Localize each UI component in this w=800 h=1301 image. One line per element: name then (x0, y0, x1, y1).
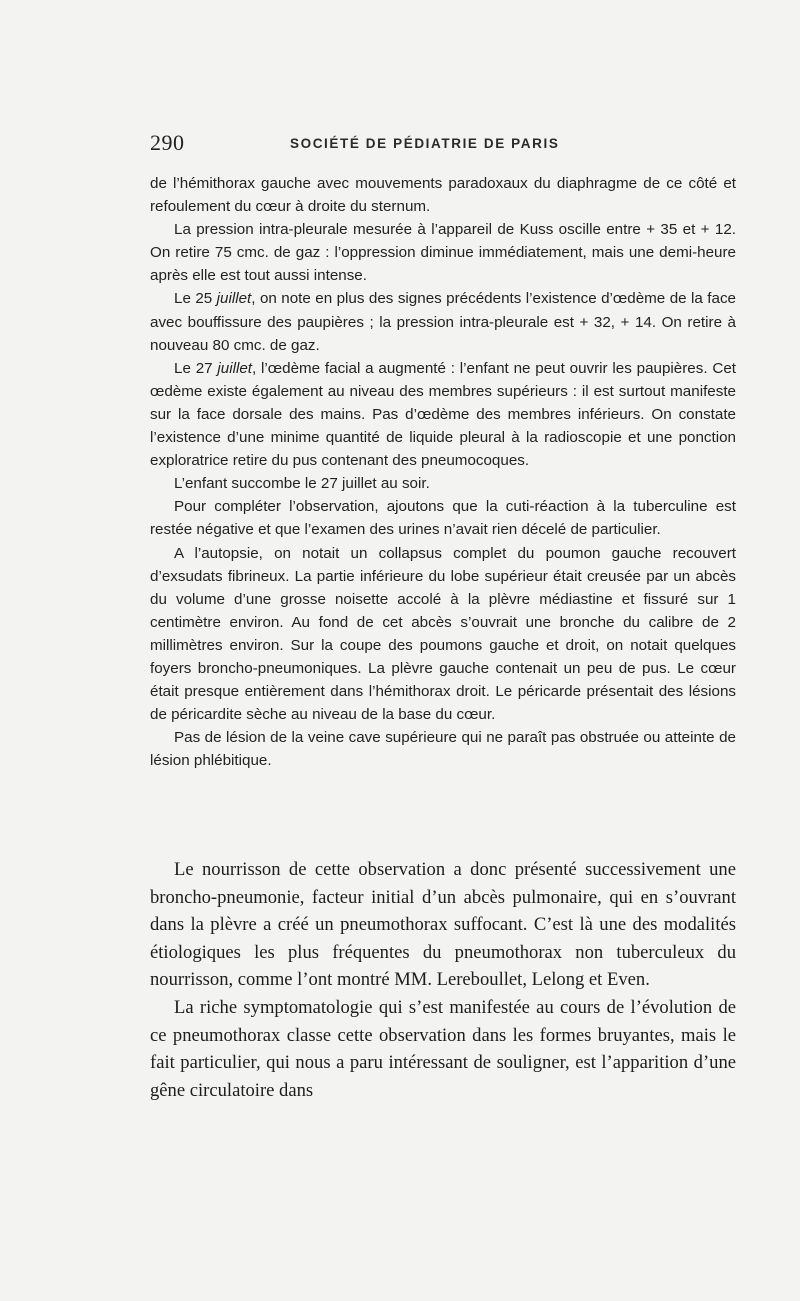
paragraph-body: , on note en plus des signes précédents l’existence d’œdème de la face avec bouffissure des paupières ; la pression intra-pleurale est + 32, + 14. On retire à nouveau 80 cmc. de gaz. (150, 290, 736, 354)
paragraph-body: , l’œdème facial a augmenté : l’enfant ne peut ouvrir les paupières. Cet œdème existe également au niveau des membres supérieurs : il est surtout manifeste sur la face dorsale des mains. Pas d’œdème des membres inférieurs. On constate l’existence d’une minime quantité de liquide pleural à la radioscopie et une ponction exploratrice retire du pus contenant des pneumocoques. (150, 359, 736, 470)
discussion-text (150, 856, 736, 1104)
paragraph: Le nourrisson de cette observation a donc présenté successivement une broncho-pneumonie, facteur initial d’un abcès pulmonaire, qui en s’ouvrant dans la plèvre a créé un pneumothorax suffocant. C’est là une des modalités étiologiques les plus fréquentes du pneumothorax non tuberculeux du nourrisson, comme l’ont montré MM. Lereboullet, Lelong et Even. (150, 859, 736, 991)
date-italic: juillet (216, 290, 252, 308)
paragraph: L’enfant succombe le 27 juillet au soir. (174, 475, 430, 493)
running-head: SOCIÉTÉ DE PÉDIATRIE DE PARIS (290, 136, 560, 151)
paragraph: Pour compléter l’observation, ajoutons que la cuti-réaction à la tuberculine est restée négative et que l’examen des urines n’avait rien décelé de particulier. (150, 498, 736, 539)
paragraph: La riche symptomatologie qui s’est manifestée au cours de l’évolution de ce pneumothorax classe cette observation dans les formes bruyantes, mais le fait particulier, qui nous a paru intéressant de souligner, est l’apparition d’une gêne circulatoire dans (150, 996, 736, 1101)
observation-text (150, 172, 736, 772)
paragraph: A l’autopsie, on notait un collapsus complet du poumon gauche recouvert d’exsudats fibrineux. La partie inférieure du lobe supérieur était creusée par un abcès du volume d’une grosse noisette accolé à la plèvre médiastine et fissuré sur 1 centimètre environ. Au fond de cet abcès s’ouvrait une bronche du calibre de 2 millimètres environ. Sur la coupe des poumons gauche et droit, on notait quelques foyers broncho-pneumoniques. La plèvre gauche contenait un peu de pus. Le cœur était presque entièrement dans l’hémithorax droit. Le péricarde présentait des lésions de péricardite sèche au niveau de la base du cœur. (150, 544, 736, 724)
page-header (150, 130, 740, 160)
date-prefix: Le 27 (174, 359, 218, 377)
paragraph: de l’hémithorax gauche avec mouvements paradoxaux du diaphragme de ce côté et refoulement du cœur à droite du sternum. (150, 175, 736, 216)
paragraph: La pression intra-pleurale mesurée à l’appareil de Kuss oscille entre + 35 et + 12. On retire 75 cmc. de gaz : l’oppression diminue immédiatement, mais une demi-heure après elle est tout aussi intense. (150, 221, 736, 285)
paragraph (150, 357, 736, 472)
paragraph: Pas de lésion de la veine cave supérieure qui ne paraît pas obstruée ou atteinte de lésion phlébitique. (150, 729, 736, 770)
paragraph (150, 287, 736, 356)
date-italic: juillet (217, 359, 253, 377)
date-prefix: Le 25 (174, 290, 217, 308)
page-number: 290 (150, 130, 185, 155)
